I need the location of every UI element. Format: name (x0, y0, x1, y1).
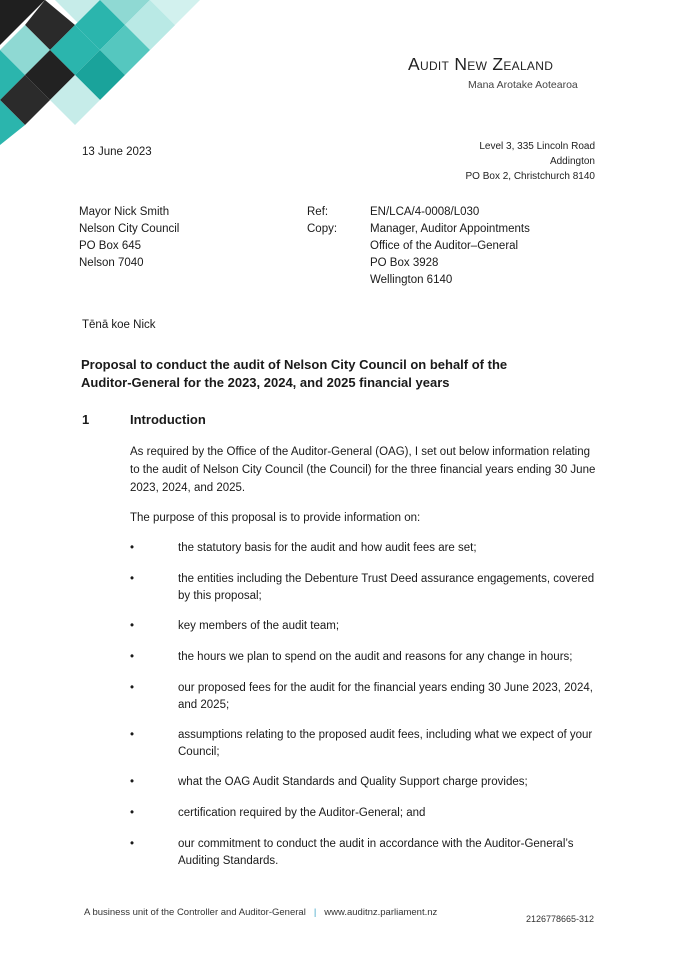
bullet-icon: • (130, 776, 135, 788)
footer-separator: | (313, 907, 317, 918)
ref-label: Ref: (307, 206, 329, 218)
copy-line: PO Box 3928 (370, 257, 439, 269)
copy-line: Wellington 6140 (370, 274, 453, 286)
reference-values (370, 204, 530, 289)
intro-paragraph: As required by the Office of the Auditor-General (OAG), I set out below information relating to the audit of Nelson City Council (the Council) for the three financial years ending 30 June 2023, 2024, and 2025. (130, 446, 596, 494)
list-item-text: our commitment to conduct the audit in accordance with the Auditor-General’s Auditing Standards. (178, 838, 574, 867)
footer-text: A business unit of the Controller and Auditor-General (84, 907, 306, 918)
recipient-line: Nelson City Council (79, 223, 180, 235)
recipient-address (79, 204, 179, 272)
list-item-text: the statutory basis for the audit and how audit fees are set; (178, 542, 477, 554)
list-item-text: key members of the audit team; (178, 620, 340, 632)
ref-value: EN/LCA/4-0008/L030 (370, 206, 480, 218)
bullet-icon: • (130, 682, 135, 694)
list-item (130, 649, 605, 666)
section-number: 1 (82, 412, 90, 427)
bullet-icon: • (130, 729, 135, 741)
sender-address-line: Addington (549, 156, 595, 167)
list-item (130, 540, 605, 557)
copy-line: Manager, Auditor Appointments (370, 223, 530, 235)
sender-address-line: PO Box 2, Christchurch 8140 (465, 171, 595, 182)
list-item (130, 571, 605, 605)
document-id: 2126778665-312 (526, 914, 595, 924)
list-item (130, 805, 605, 822)
list-item (130, 774, 605, 791)
bullet-icon: • (130, 807, 135, 819)
purpose-paragraph: The purpose of this proposal is to provide information on: (130, 512, 421, 524)
list-item (130, 836, 605, 870)
letter-title: Proposal to conduct the audit of Nelson City Council on behalf of the Auditor-General for the 2023, 2024, and 2025 financial years (81, 357, 508, 390)
list-item-text: the entities including the Debenture Trust Deed assurance engagements, covered by this proposal; (178, 573, 595, 602)
sender-address-line: Level 3, 335 Lincoln Road (479, 141, 595, 152)
purpose-list (130, 540, 605, 870)
list-item-text: what the OAG Audit Standards and Quality Support charge provides; (178, 776, 528, 788)
logo-subtitle: Mana Arotake Aotearoa (468, 79, 578, 91)
bullet-icon: • (130, 620, 135, 632)
recipient-line: PO Box 645 (79, 240, 142, 252)
copy-label: Copy: (307, 223, 338, 235)
reference-labels (307, 204, 337, 238)
recipient-line: Mayor Nick Smith (79, 206, 170, 218)
list-item (130, 680, 605, 714)
list-item (130, 618, 605, 635)
bullet-icon: • (130, 651, 135, 663)
bullet-icon: • (130, 542, 135, 554)
list-item-text: assumptions relating to the proposed audit fees, including what we expect of your Council; (178, 729, 593, 758)
recipient-line: Nelson 7040 (79, 257, 144, 269)
section-title: Introduction (130, 412, 206, 427)
sender-address (465, 139, 595, 184)
letter-date: 13 June 2023 (82, 146, 152, 158)
footer-website-link[interactable]: www.auditnz.parliament.nz (324, 907, 438, 918)
list-item-text: our proposed fees for the audit for the financial years ending 30 June 2023, 2024, and 2025; (178, 682, 593, 711)
bullet-icon: • (130, 573, 135, 585)
greeting: Tēnā koe Nick (82, 319, 156, 331)
copy-line: Office of the Auditor–General (370, 240, 519, 252)
logo-title: Audit New Zealand (408, 54, 554, 74)
list-item-text: the hours we plan to spend on the audit and reasons for any change in hours; (178, 651, 573, 663)
list-item-text: certification required by the Auditor-General; and (178, 807, 426, 819)
list-item (130, 727, 605, 761)
brand-diamond-graphic (0, 0, 210, 150)
bullet-icon: • (130, 838, 135, 850)
footer (84, 907, 437, 918)
